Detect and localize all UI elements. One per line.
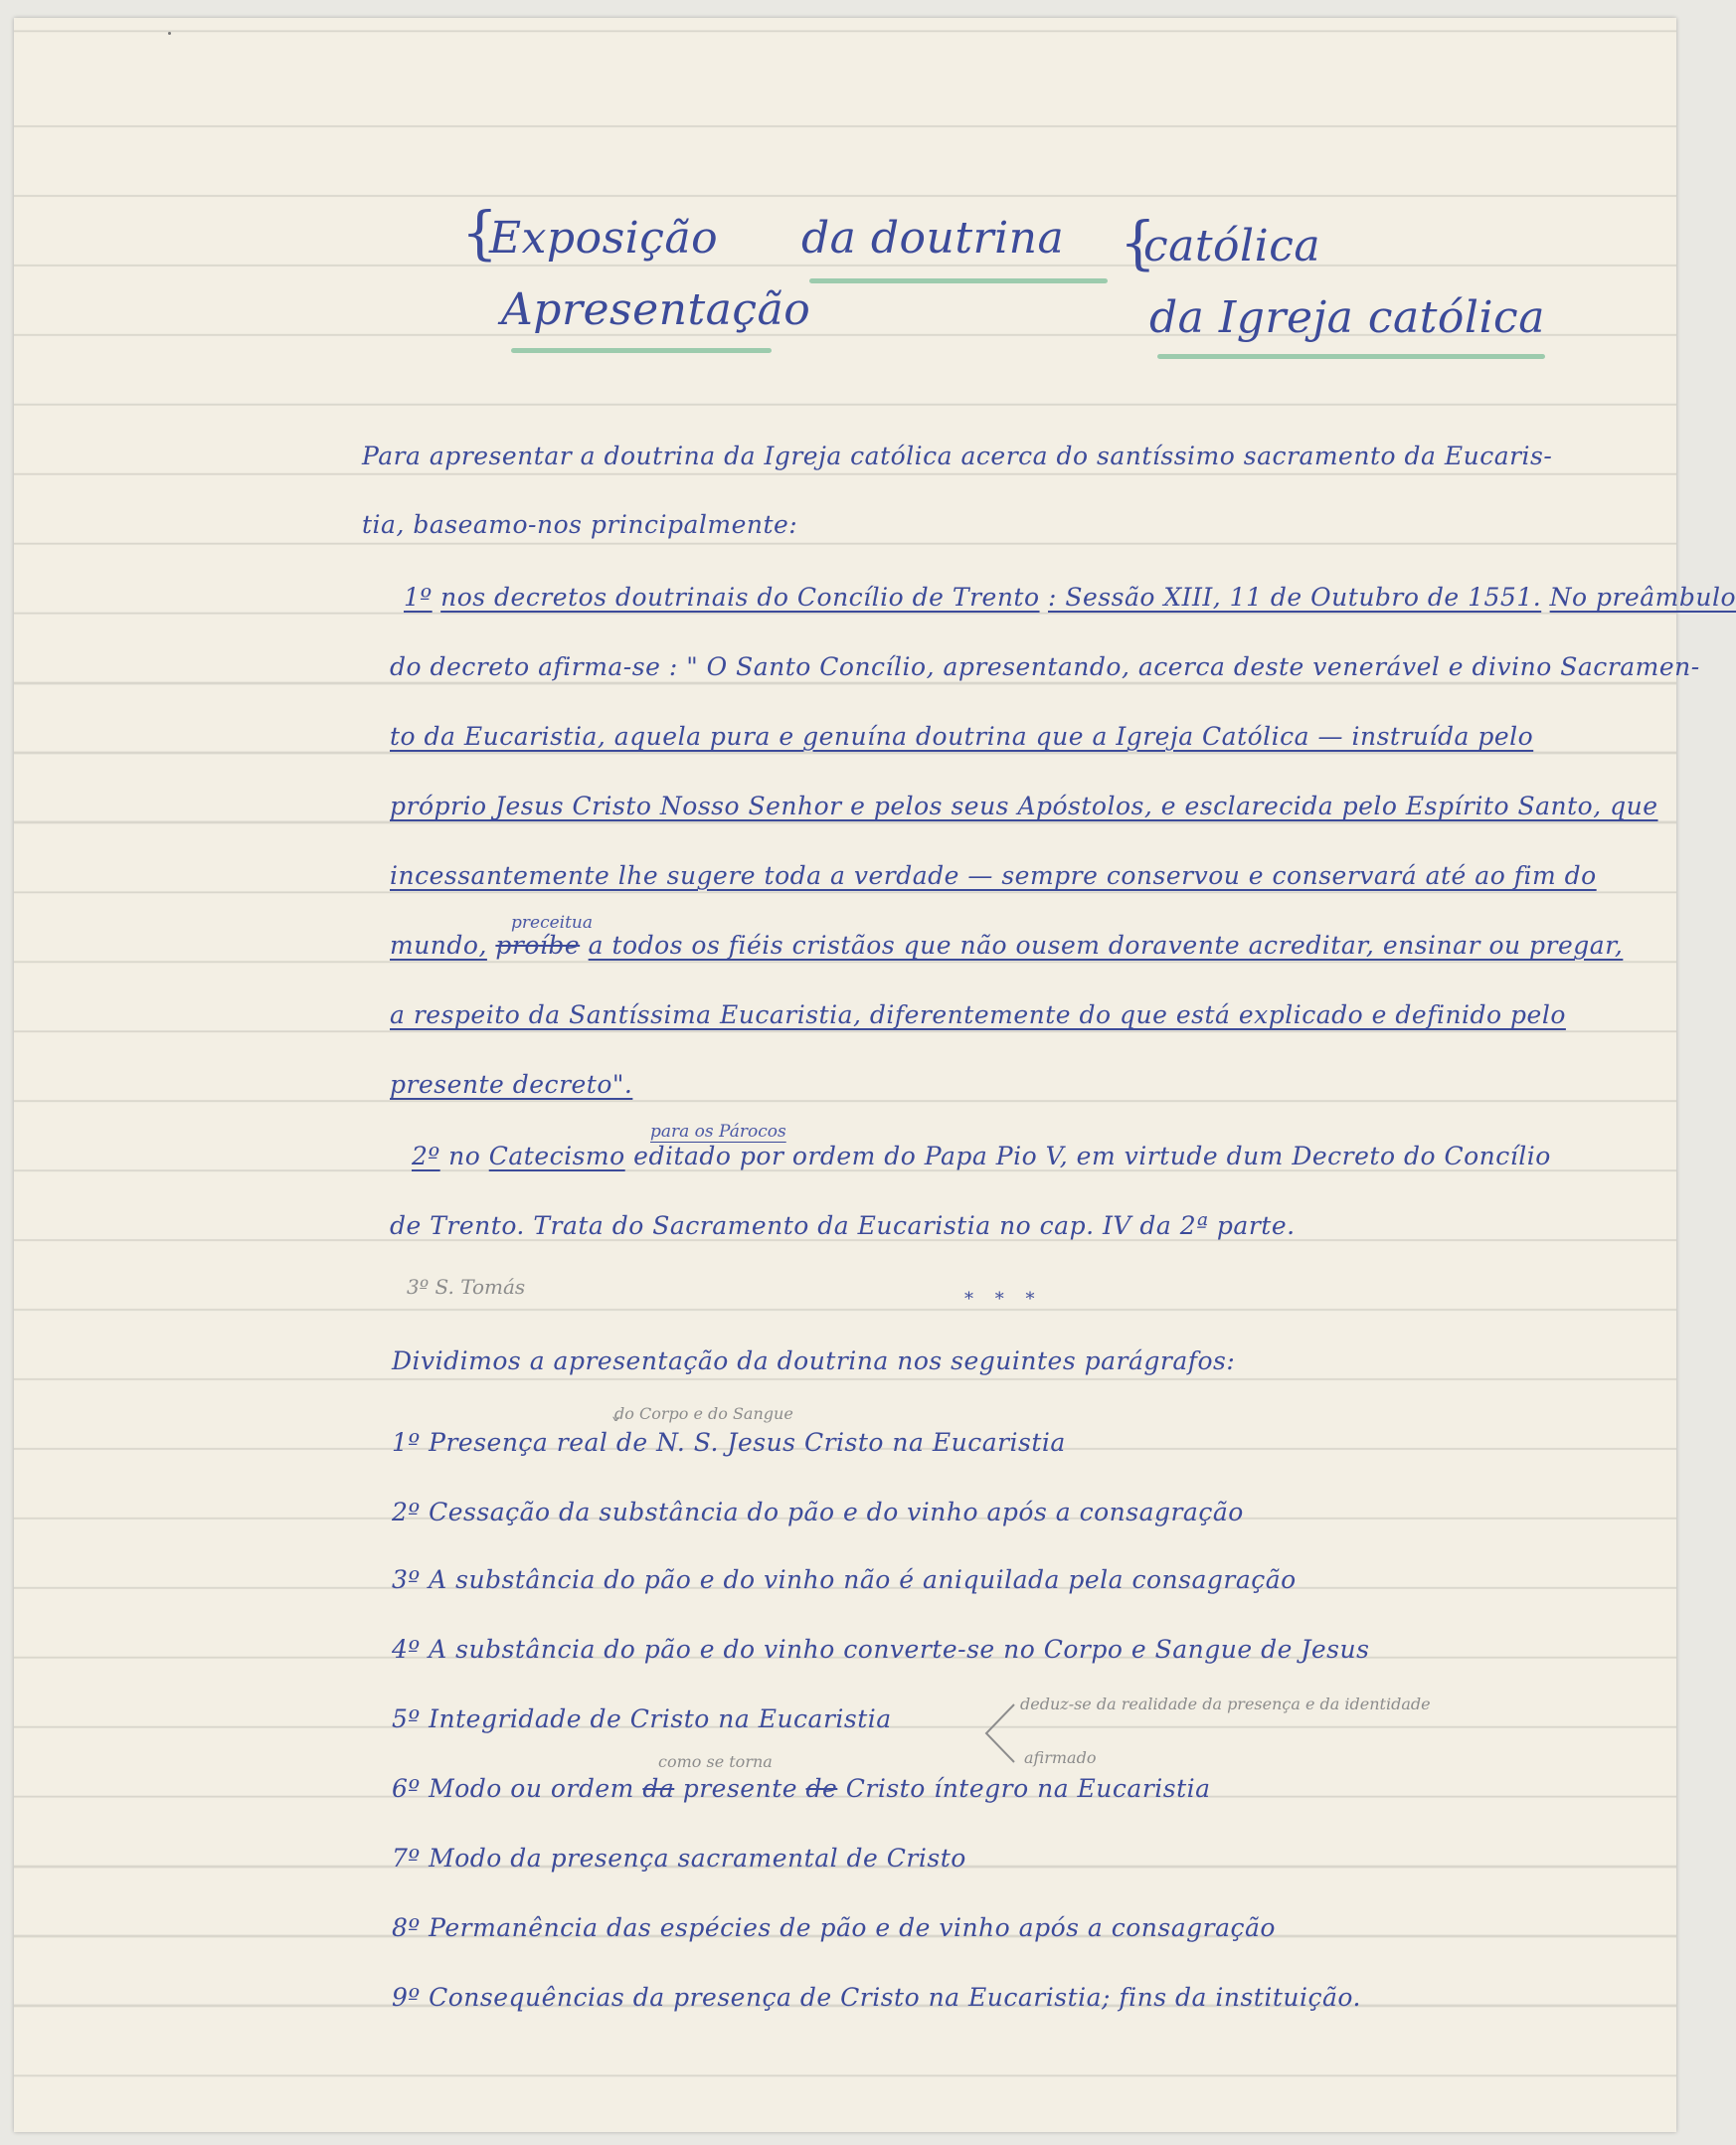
- point1-line-5: incessantemente lhe sugere toda a verdade — sempre conservou e conservará até ao fim do: [390, 861, 1597, 890]
- title-da-doutrina: da doutrina: [801, 213, 1065, 264]
- title-underline-apresentacao: [511, 348, 772, 353]
- item6-struck-1: da: [642, 1774, 675, 1803]
- point2-label: 2º: [412, 1142, 440, 1170]
- item7-text: Modo da presença sacramental de Cristo: [429, 1844, 966, 1873]
- point1-line-1: [404, 583, 1736, 612]
- right-brace-top: {: [1120, 209, 1156, 276]
- title-catolica: católica: [1143, 221, 1321, 271]
- point1-line-3: to da Eucaristia, aquela pura e genuína doutrina que a Igreja Católica — instruída pelo: [390, 722, 1534, 751]
- item6-num: 6º: [392, 1774, 421, 1803]
- separator-asterisks: * * *: [964, 1289, 1043, 1310]
- item1-text-b: de N. S. Jesus Cristo na Eucaristia: [615, 1428, 1066, 1457]
- point1-line-6-b: a todos os fiéis cristãos que não ousem doravente acreditar, ensinar ou pregar,: [588, 931, 1624, 960]
- point2-catecismo: Catecismo: [488, 1142, 625, 1170]
- point2-line-2: de Trento. Trata do Sacramento da Eucaristia no cap. IV da 2ª parte.: [390, 1211, 1296, 1240]
- title-apresentacao: Apresentação: [501, 284, 811, 335]
- item5-note-top: deduz-se da realidade da presença e da identidade: [1020, 1695, 1431, 1713]
- title-underline-doutrina: [809, 278, 1108, 283]
- item6-text-a: Modo ou ordem: [429, 1774, 634, 1803]
- item8-text: Permanência das espécies de pão e de vinho após a consagração: [429, 1913, 1276, 1942]
- item9-text: Consequências da presença de Cristo na Eucaristia; fins da instituição.: [429, 1983, 1361, 2012]
- item1-caret: ˇ: [610, 1416, 621, 1441]
- item6-struck-2: de: [805, 1774, 838, 1803]
- list-item-5: [392, 1704, 892, 1733]
- item3-num: 3º: [392, 1565, 421, 1594]
- point1-session: : Sessão XIII, 11 de Outubro de 1551.: [1048, 583, 1542, 612]
- point1-line-7: a respeito da Santíssima Eucaristia, diferentemente do que está explicado e definido pelo: [390, 1000, 1566, 1029]
- point2-b: editado por ordem do Papa Pio V, em virtude dum Decreto do Concílio: [633, 1142, 1551, 1170]
- item5-text: Integridade de Cristo na Eucaristia: [429, 1704, 892, 1733]
- list-item-8: [392, 1913, 1276, 1942]
- item1-num: 1º: [392, 1428, 421, 1457]
- item5-note-bottom: afirmado: [1024, 1748, 1097, 1767]
- point2-insert-parocos: para os Párocos: [650, 1122, 786, 1142]
- point1-insert-preceitua: preceitua: [511, 913, 594, 933]
- manuscript-page: [14, 18, 1736, 2132]
- ink-dot: [168, 32, 171, 35]
- title-exposicao: Exposição: [489, 213, 719, 264]
- item9-num: 9º: [392, 1983, 421, 2012]
- item5-bracket: [980, 1700, 1020, 1766]
- item6-text-c: Cristo íntegro na Eucaristia: [845, 1774, 1211, 1803]
- point1-line-4: próprio Jesus Cristo Nosso Senhor e pelos seus Apóstolos, e esclarecida pelo Espírito Santo, que: [390, 792, 1658, 820]
- point1-rest: No preâmbulo: [1549, 583, 1736, 612]
- item3-text: A substância do pão e do vinho não é aniquilada pela consagração: [429, 1565, 1297, 1594]
- item4-num: 4º: [392, 1635, 421, 1664]
- intro-line-2: tia, baseamo-nos principalmente:: [362, 510, 798, 539]
- point1-line-6-struck: proíbe: [495, 931, 581, 960]
- point1-label: 1º: [404, 583, 433, 612]
- list-item-1: [392, 1428, 1066, 1457]
- point1-ref: nos decretos doutrinais do Concílio de Trento: [440, 583, 1040, 612]
- title-da-igreja-catolica: da Igreja católica: [1149, 292, 1545, 343]
- item8-num: 8º: [392, 1913, 421, 1942]
- intro-line-1: Para apresentar a doutrina da Igreja católica acerca do santíssimo sacramento da Eucaris-: [362, 442, 1553, 470]
- point1-line-6-a: mundo,: [390, 931, 487, 960]
- list-item-6: [392, 1774, 1211, 1803]
- point2-a: no: [448, 1142, 481, 1170]
- item2-num: 2º: [392, 1498, 421, 1526]
- list-item-2: [392, 1498, 1244, 1526]
- list-item-9: [392, 1983, 1361, 2012]
- left-brace-top: {: [461, 199, 498, 267]
- item6-text-b: presente: [682, 1774, 798, 1803]
- item5-num: 5º: [392, 1704, 421, 1733]
- list-item-4: [392, 1635, 1369, 1664]
- title-underline-igreja: [1157, 354, 1545, 359]
- point2-line-1: [412, 1142, 1551, 1170]
- division-intro: Dividimos a apresentação da doutrina nos seguintes parágrafos:: [392, 1346, 1236, 1375]
- item4-text: A substância do pão e do vinho converte-se no Corpo e Sangue de Jesus: [429, 1635, 1370, 1664]
- point3-pencil-note: 3º S. Tomás: [407, 1275, 526, 1299]
- item6-insert: como se torna: [658, 1752, 773, 1771]
- item2-text: Cessação da substância do pão e do vinho após a consagração: [429, 1498, 1244, 1526]
- item1-insert: do Corpo e do Sangue: [614, 1404, 793, 1423]
- point1-line-2: do decreto afirma-se : " O Santo Concílio, apresentando, acerca deste venerável e divino Sacramen-: [390, 652, 1700, 681]
- item1-text-a: Presença real: [429, 1428, 608, 1457]
- point1-line-6: [390, 931, 1623, 960]
- list-item-7: [392, 1844, 966, 1873]
- list-item-3: [392, 1565, 1297, 1594]
- point1-line-8: presente decreto".: [390, 1070, 633, 1099]
- item7-num: 7º: [392, 1844, 421, 1873]
